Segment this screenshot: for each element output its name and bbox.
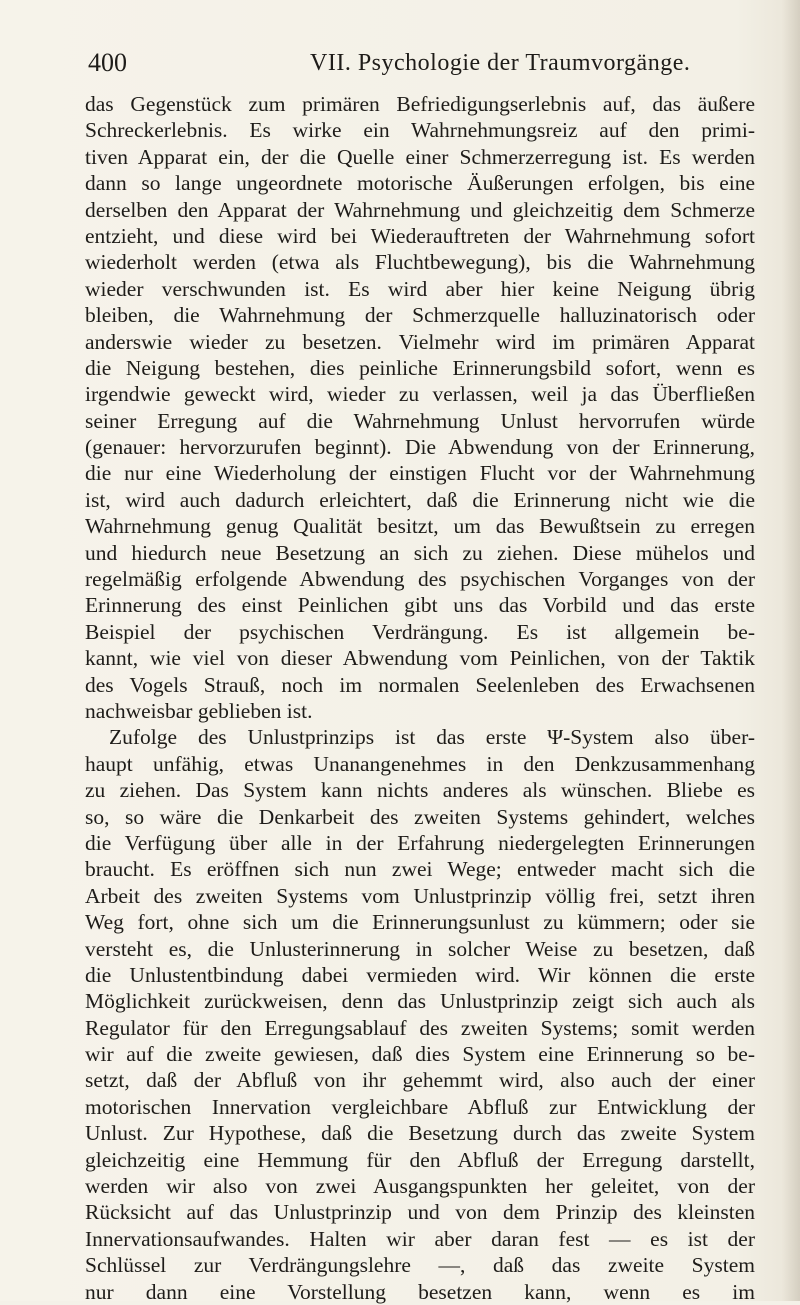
text-line: tiven Apparat ein, der die Quelle einer Schmerzerregung ist. Es werden bbox=[85, 144, 755, 169]
text-line: die Neigung bestehen, dies peinliche Erinnerungsbild sofort, wenn es bbox=[85, 355, 755, 380]
text-line: zu ziehen. Das System kann nichts anderes als wünschen. Bliebe es bbox=[85, 778, 755, 803]
text-line: dann so lange ungeordnete motorische Äußerungen erfolgen, bis eine bbox=[85, 171, 755, 196]
text-line: wieder verschwunden ist. Es wird aber hier keine Neigung übrig bbox=[85, 276, 755, 301]
running-head: VII. Psychologie der Traumvorgänge. bbox=[310, 50, 691, 76]
text-line: ist, wird auch dadurch erleichtert, daß die Erinnerung nicht wie die bbox=[85, 487, 755, 512]
text-line: setzt, daß der Abfluß von ihr gehemmt wird, also auch der einer bbox=[85, 1068, 755, 1093]
text-line: haupt unfähig, etwas Unanangenehmes in den Denkzusammenhang bbox=[85, 751, 755, 776]
text-line: wiederholt werden (etwa als Fluchtbewegung), bis die Wahrnehmung bbox=[85, 250, 755, 275]
text-line: die nur eine Wiederholung der einstigen Flucht vor der Wahrnehmung bbox=[85, 461, 755, 486]
text-line: Schlüssel zur Verdrängungslehre —, daß das zweite System bbox=[85, 1253, 755, 1278]
text-line: Weg fort, ohne sich um die Erinnerungsunlust zu kümmern; oder sie bbox=[85, 910, 755, 935]
text-line: das Gegenstück zum primären Befriedigungserlebnis auf, das äußere bbox=[85, 92, 755, 116]
text-line: Arbeit des zweiten Systems vom Unlustprinzip völlig frei, setzt ihren bbox=[85, 883, 755, 908]
text-line: Rücksicht auf das Unlustprinzip und von dem Prinzip des kleinsten bbox=[85, 1200, 755, 1225]
text-line: so, so wäre die Denkarbeit des zweiten Systems gehindert, welches bbox=[85, 804, 755, 829]
text-line: nachweisbar geblieben ist. bbox=[85, 698, 313, 723]
text-line: bleiben, die Wahrnehmung der Schmerzquelle halluzinatorisch oder bbox=[85, 303, 755, 328]
text-line: Unlust. Zur Hypothese, daß die Besetzung durch das zweite System bbox=[85, 1121, 755, 1146]
page-edge-shadow bbox=[782, 0, 800, 1301]
text-line: Wahrnehmung genug Qualität besitzt, um das Bewußtsein zu erregen bbox=[85, 514, 755, 539]
page-header bbox=[88, 48, 728, 84]
text-line: motorischen Innervation vergleichbare Abfluß zur Entwicklung der bbox=[85, 1094, 755, 1119]
text-line: irgendwie geweckt wird, wieder zu verlassen, weil ja das Überfließen bbox=[85, 382, 755, 407]
text-line: Schreckerlebnis. Es wirke ein Wahrnehmungsreiz auf den primi- bbox=[85, 118, 755, 143]
text-line: und hiedurch neue Besetzung an sich zu ziehen. Diese mühelos und bbox=[85, 540, 755, 565]
text-line: regelmäßig erfolgende Abwendung des psychischen Vorganges von der bbox=[85, 567, 755, 592]
text-line: Zufolge des Unlustprinzips ist das erste Ψ-System also über- bbox=[109, 725, 755, 750]
text-line: die Unlustentbindung dabei vermieden wird. Wir können die erste bbox=[85, 962, 755, 987]
text-line: wir auf die zweite gewiesen, daß dies System eine Erinnerung so be- bbox=[85, 1042, 755, 1067]
text-line: versteht es, die Unlusterinnerung in solcher Weise zu besetzen, daß bbox=[85, 936, 755, 961]
text-line: Erinnerung des einst Peinlichen gibt uns das Vorbild und das erste bbox=[85, 593, 755, 618]
page-number: 400 bbox=[88, 48, 127, 77]
text-line: (genauer: hervorzurufen beginnt). Die Abwendung von der Erinnerung, bbox=[85, 435, 755, 460]
text-line: des Vogels Strauß, noch im normalen Seelenleben des Erwachsenen bbox=[85, 672, 755, 697]
text-line: derselben den Apparat der Wahrnehmung und gleichzeitig dem Schmerze bbox=[85, 197, 755, 222]
body-text bbox=[85, 91, 755, 1305]
text-line: braucht. Es eröffnen sich nun zwei Wege; entweder macht sich die bbox=[85, 857, 755, 882]
text-line: entzieht, und diese wird bei Wiederauftreten der Wahrnehmung sofort bbox=[85, 223, 755, 248]
text-line: kannt, wie viel von dieser Abwendung vom Peinlichen, von der Taktik bbox=[85, 646, 755, 671]
text-line: Möglichkeit zurückweisen, denn das Unlustprinzip zeigt sich auch als bbox=[85, 989, 755, 1014]
text-line: nur dann eine Vorstellung besetzen kann, wenn es im bbox=[85, 1279, 755, 1304]
text-line: Regulator für den Erregungsablauf des zweiten Systems; somit werden bbox=[85, 1015, 755, 1040]
text-line: gleichzeitig eine Hemmung für den Abfluß der Erregung darstellt, bbox=[85, 1147, 755, 1172]
text-line: Beispiel der psychischen Verdrängung. Es ist allgemein be- bbox=[85, 619, 755, 644]
text-line: Innervationsaufwandes. Halten wir aber daran fest — es ist der bbox=[85, 1226, 755, 1251]
text-line: werden wir also von zwei Ausgangspunkten her geleitet, von der bbox=[85, 1174, 755, 1199]
text-line: die Verfügung über alle in der Erfahrung niedergelegten Erinnerungen bbox=[85, 830, 755, 855]
text-line: anderswie wieder zu besetzen. Vielmehr wird im primären Apparat bbox=[85, 329, 755, 354]
text-line: seiner Erregung auf die Wahrnehmung Unlust hervorrufen würde bbox=[85, 408, 755, 433]
